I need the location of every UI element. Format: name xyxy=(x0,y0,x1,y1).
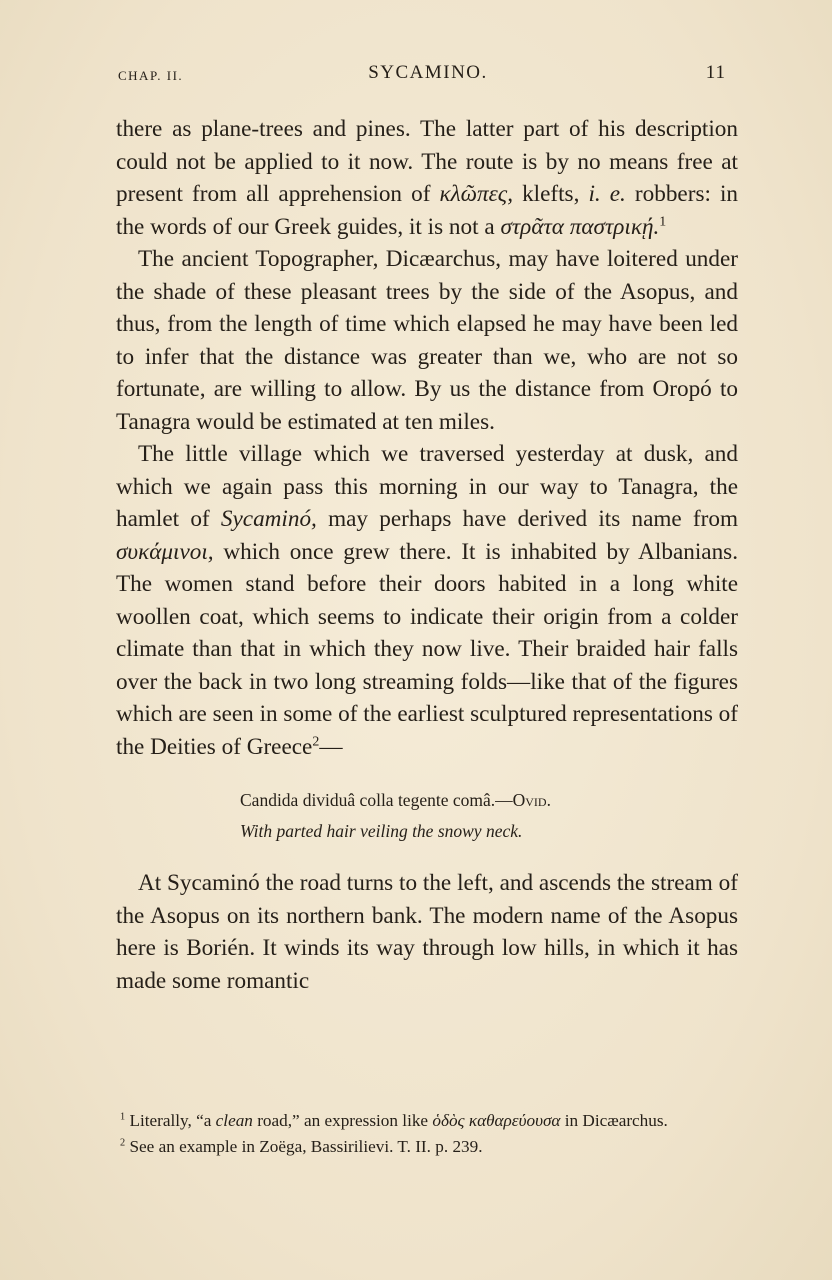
text-span: there as plane-trees and pines. The latter part of his description could not be applied to it now. The route is by no means free at present from all apprehension of xyxy=(116,116,738,207)
greek-word: κλῶπες, xyxy=(439,181,513,207)
page-title: SYCAMINO. xyxy=(368,62,488,83)
main-text xyxy=(116,113,738,997)
paragraph-4: At Sycaminó the road turns to the left, and ascends the stream of the Asopus on its northern bank. The modern name of the Asopus here is Borién. It winds its way through low hills, in which it has made some romantic xyxy=(116,870,738,994)
text-span: Literally, “a xyxy=(125,1111,216,1130)
quote-author: Ovid. xyxy=(512,790,551,810)
latin-verse xyxy=(240,785,738,816)
greek-word: συκάμινοι, xyxy=(116,538,214,565)
footnote-1 xyxy=(120,1108,738,1134)
text-span: in Dicæarchus. xyxy=(560,1111,668,1130)
paragraph-1 xyxy=(116,113,738,243)
block-quote xyxy=(116,785,738,847)
text-span: p. 239. xyxy=(430,1137,483,1156)
footnote-number: 1 xyxy=(120,1111,126,1123)
place-name: Sycaminó, xyxy=(220,506,317,532)
text-span: klefts, xyxy=(513,181,589,207)
footnote-ref-2: 2 xyxy=(312,733,320,749)
text-span: road,” an expression like xyxy=(252,1111,433,1130)
greek-phrase: ὁδὸς καθαρεύουσα xyxy=(432,1111,561,1130)
emphasis: clean xyxy=(215,1111,253,1130)
footnotes xyxy=(120,1108,738,1160)
text-span: See an example in Zoëga, Bassirilievi. T. xyxy=(125,1137,416,1156)
paragraph-3 xyxy=(116,438,738,763)
text-span: robbers: in the words of our Greek guides, it is not a xyxy=(116,181,739,240)
paragraph-2: The ancient Topographer, Dicæarchus, may have loitered under the shade of these pleasant trees by the side of the Asopus, and thus, from the length of time which elapsed he may have been led to infer that the distance was greater than we, who are not so fortunate, are willing to allow. By us the distance from Oropó to Tanagra would be estimated at ten miles. xyxy=(116,246,738,435)
text-span: The little village which we traversed yesterday at dusk, and which we again pass this morning in our way to Tanagra, the hamlet of xyxy=(116,441,738,532)
footnote-2 xyxy=(120,1134,738,1160)
text-span: — xyxy=(319,733,343,760)
text-span: may perhaps have derived its name from xyxy=(316,506,738,532)
verse-text: Candida dividuâ colla tegente comâ.— xyxy=(240,790,513,810)
chapter-label: CHAP. II. xyxy=(118,68,184,83)
verse-translation: With parted hair veiling the snowy neck. xyxy=(240,821,523,841)
abbreviation: i. e. xyxy=(588,181,626,207)
footnote-number: 2 xyxy=(120,1137,126,1149)
footnote-ref-1: 1 xyxy=(659,213,667,229)
page-number: 11 xyxy=(705,62,726,83)
text-span: which once grew there. It is inhabited by Albanians. The women stand before their doors habited in a long white woollen coat, which seems to indicate their origin from a colder climate than that in which they now live. Their braided hair falls over the back in two long streaming folds—like that of the figures which are seen in some of the earliest sculptured representations of the Deities of Greece xyxy=(116,538,738,760)
running-head xyxy=(118,62,738,92)
greek-phrase: στρᾶτα παστρικῄ. xyxy=(500,213,660,240)
volume-number: II. xyxy=(415,1137,431,1156)
